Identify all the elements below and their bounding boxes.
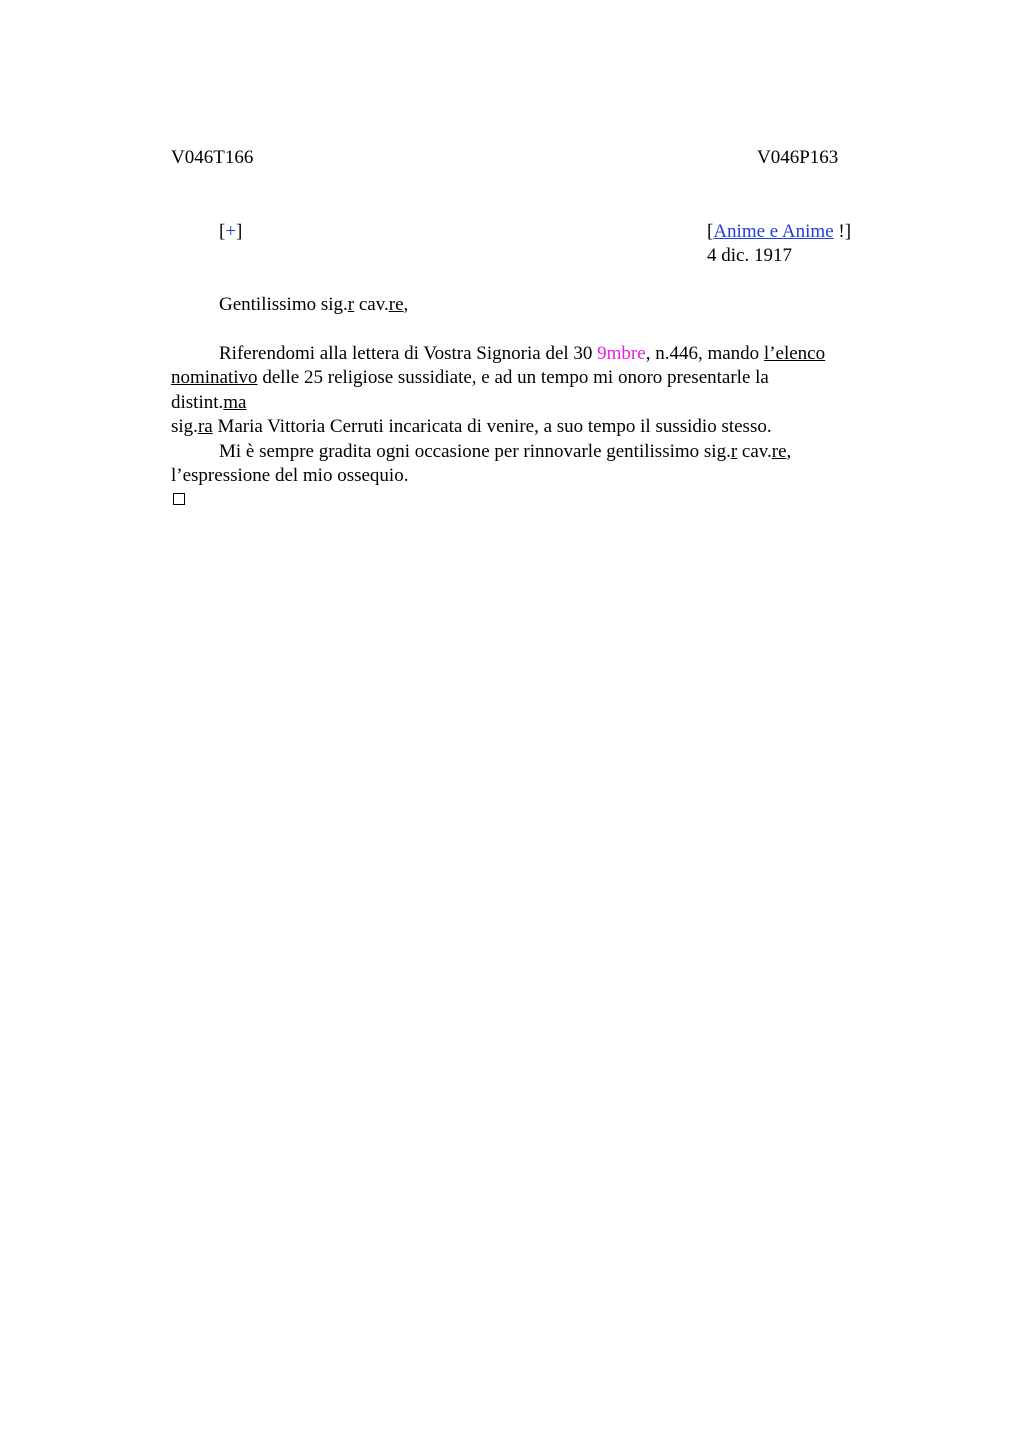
empty-square-icon bbox=[173, 493, 185, 505]
document-code-left: V046T166 bbox=[171, 147, 254, 168]
underlined-abbrev: r bbox=[730, 441, 738, 462]
underlined-abbrev: ma bbox=[223, 392, 247, 413]
salutation-abbrev: r bbox=[347, 294, 355, 315]
body-text: sig. bbox=[171, 416, 198, 437]
letter-title bbox=[707, 220, 851, 244]
salutation-part: , bbox=[403, 294, 409, 315]
cross-close-bracket: ] bbox=[236, 221, 243, 242]
body-text: , bbox=[786, 441, 792, 462]
body-text: , n.446, mando bbox=[645, 343, 764, 364]
body-line-3 bbox=[171, 391, 246, 415]
body-line-5 bbox=[219, 440, 791, 464]
title-open-bracket: [ bbox=[707, 221, 714, 242]
month-highlight: 9mbre bbox=[597, 343, 646, 364]
underlined-text: l’elenco bbox=[763, 343, 826, 364]
underlined-abbrev: ra bbox=[197, 416, 213, 437]
body-line-2 bbox=[171, 366, 769, 390]
body-text: delle 25 religiose sussidiate, e ad un tempo mi onoro presentarle la bbox=[257, 367, 769, 388]
salutation bbox=[219, 293, 408, 317]
title-link[interactable]: Anime e Anime bbox=[713, 221, 834, 242]
letter-date: 4 dic. 1917 bbox=[707, 245, 792, 266]
body-text: Riferendomi alla lettera di Vostra Signoria del 30 bbox=[219, 343, 598, 364]
salutation-abbrev: re bbox=[388, 294, 404, 315]
salutation-part: cav. bbox=[354, 294, 389, 315]
body-text: Maria Vittoria Cerruti incaricata di venire, a suo tempo il sussidio stesso. bbox=[212, 416, 772, 437]
salutation-part: Gentilissimo sig. bbox=[219, 294, 348, 315]
body-line-4 bbox=[171, 415, 772, 439]
cross-open-bracket: [ bbox=[219, 221, 226, 242]
body-line-6: l’espressione del mio ossequio. bbox=[171, 465, 409, 486]
body-text: distint. bbox=[171, 392, 224, 413]
body-text: Mi è sempre gradita ogni occasione per rinnovarle gentilissimo sig. bbox=[219, 441, 731, 462]
cross-mark bbox=[219, 220, 242, 244]
underlined-abbrev: re bbox=[771, 441, 787, 462]
document-code-right: V046P163 bbox=[757, 147, 839, 168]
underlined-text: nominativo bbox=[171, 367, 258, 388]
title-close-bracket: !] bbox=[833, 221, 852, 242]
body-text: cav. bbox=[737, 441, 772, 462]
cross-icon[interactable]: + bbox=[225, 221, 237, 242]
body-line-1 bbox=[219, 342, 825, 366]
